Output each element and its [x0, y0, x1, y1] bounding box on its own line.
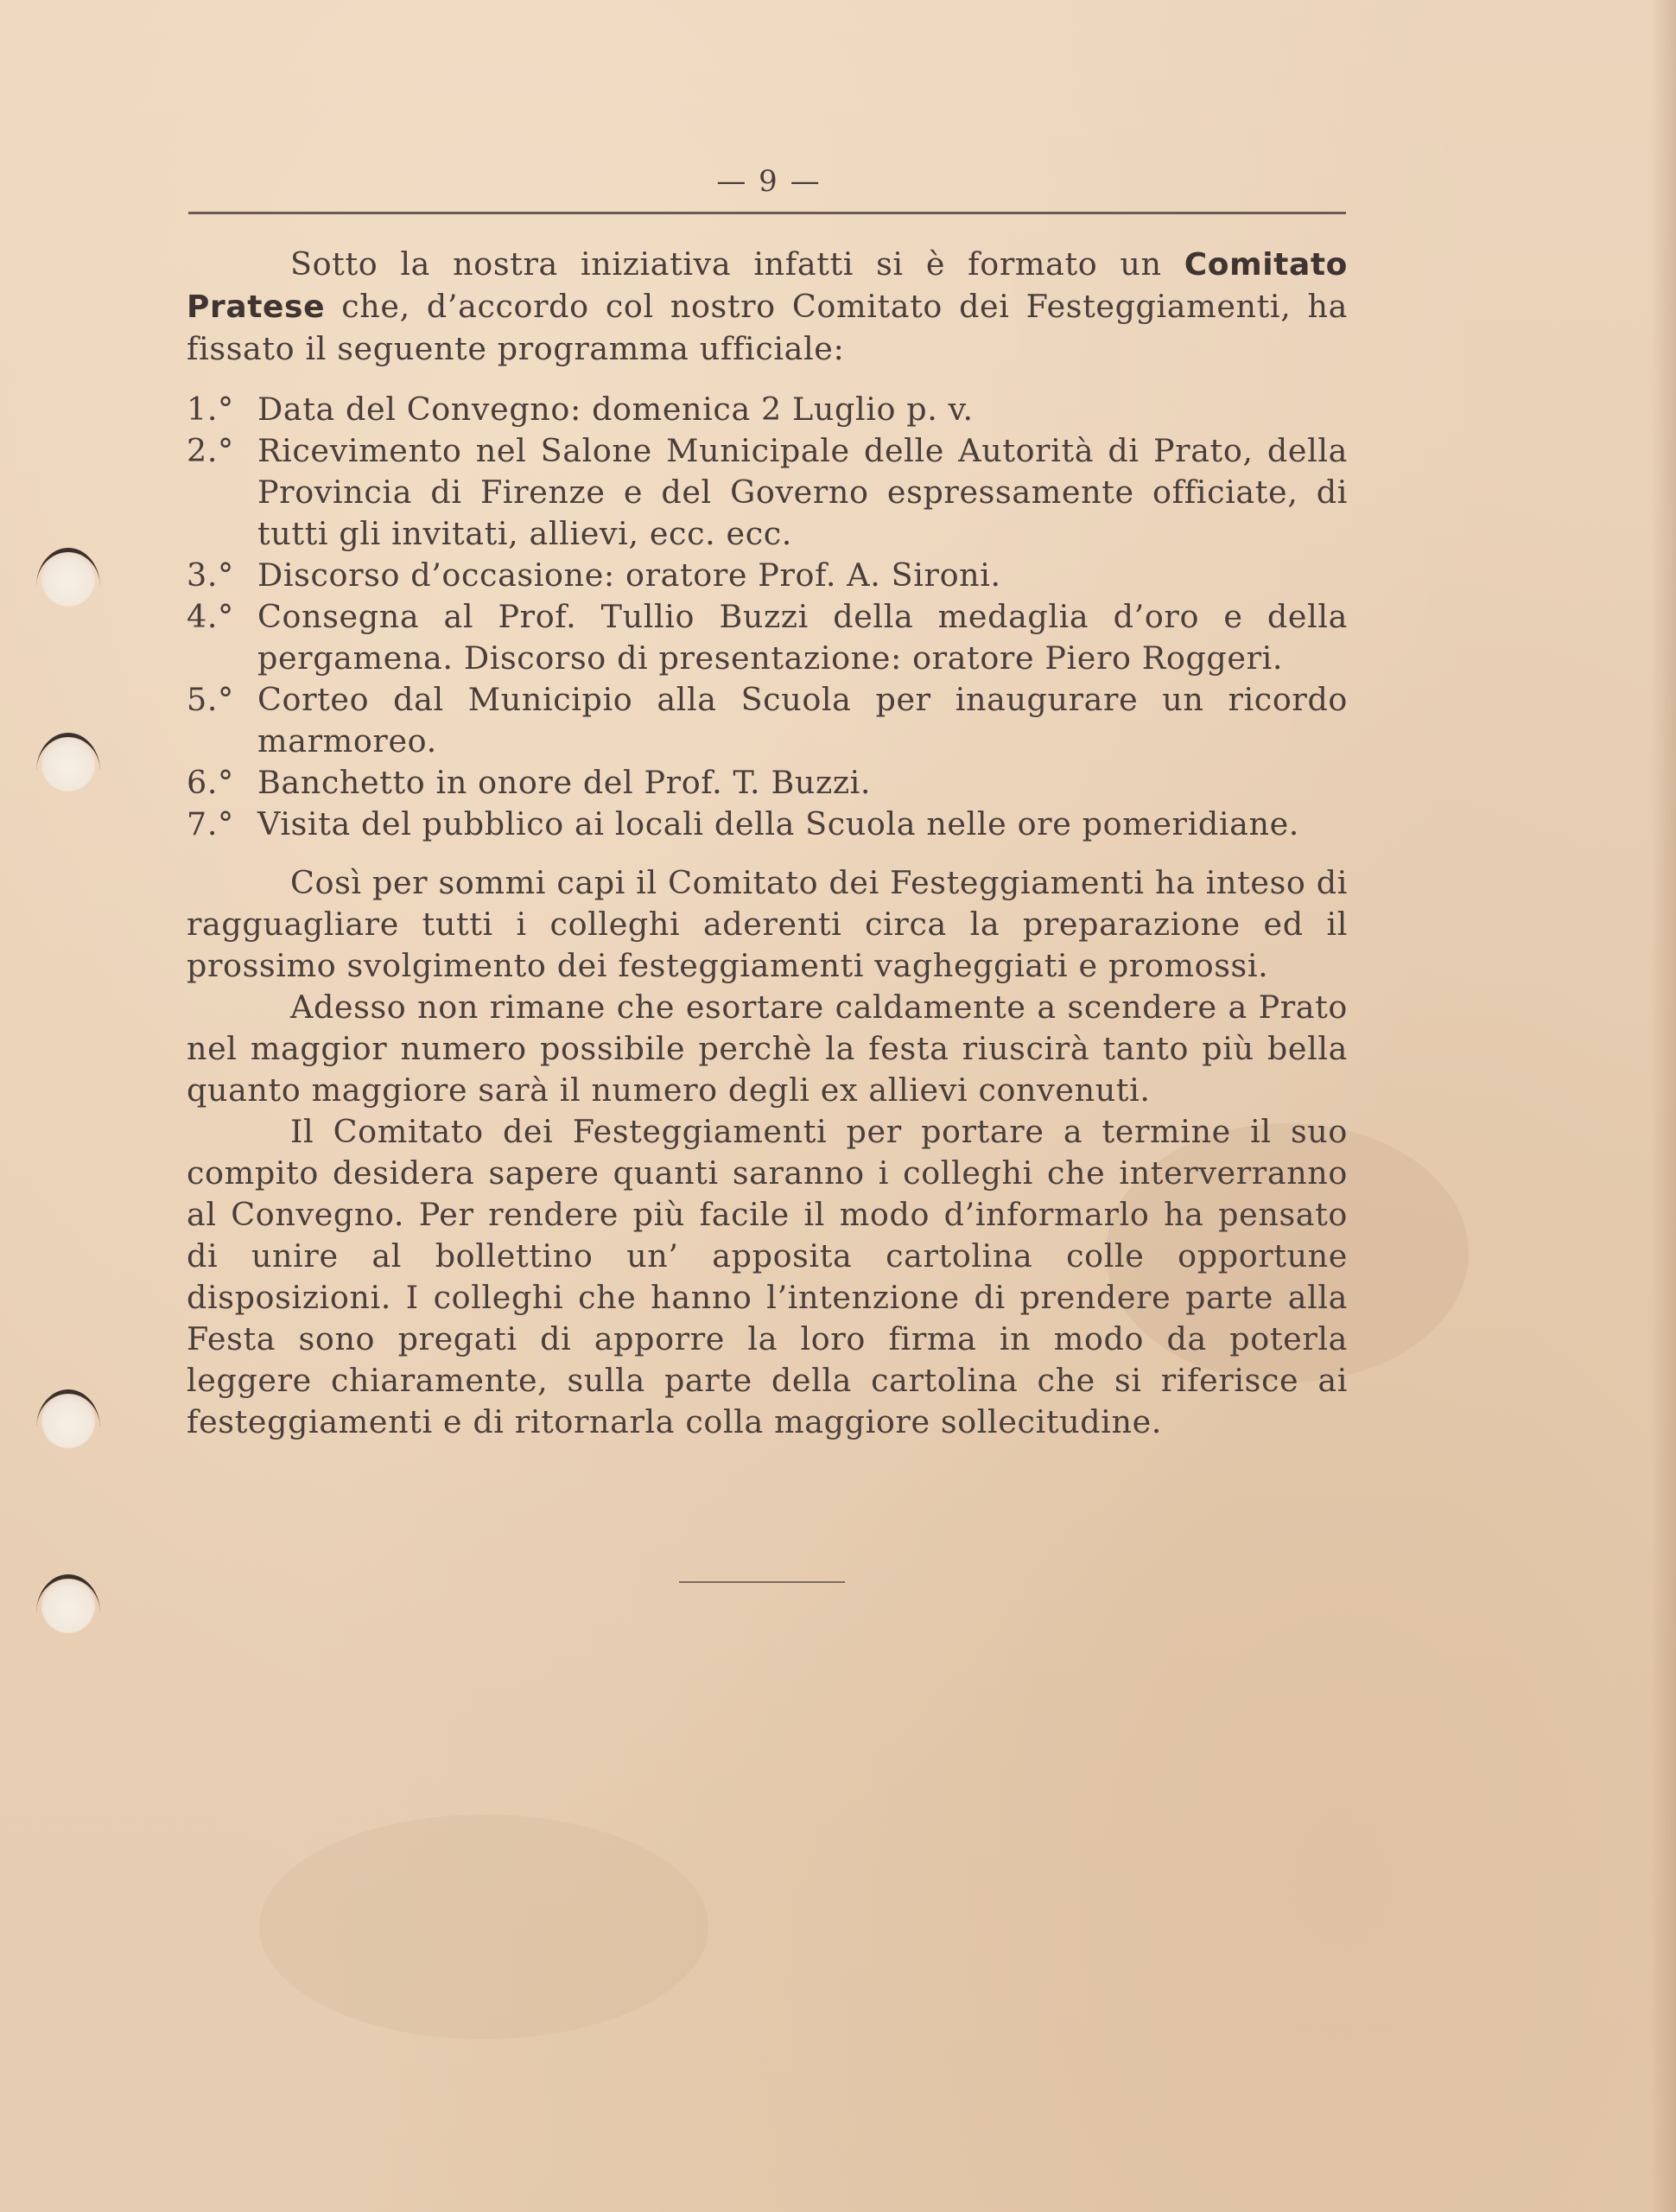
punch-hole [41, 1580, 95, 1633]
program-item-text: Data del Convegno: domenica 2 Luglio p. v. [257, 391, 974, 428]
program-item-number: 2.° [187, 432, 234, 469]
punch-hole [41, 1395, 95, 1448]
program-item-text: Discorso d’occasione: oratore Prof. A. Sironi. [257, 556, 1001, 594]
page-number: — 9 — [716, 164, 822, 199]
comitato-pratese-emphasis: Comitato Pratese [187, 247, 1348, 325]
program-item-number: 5.° [187, 681, 234, 718]
program-item-text: Ricevimento nel Salone Municipale delle Autorità di Prato, della Provincia di Firenze e del Governo espressamente officiate, di tutti gli invitati, allievi, ecc. ecc. [257, 432, 1348, 552]
punch-hole [41, 738, 95, 791]
program-item [187, 389, 1348, 430]
program-item [187, 555, 1348, 596]
program-item-text: Banchetto in onore del Prof. T. Buzzi. [257, 764, 872, 801]
punch-hole [41, 553, 95, 607]
paper-edge-shadow [1650, 0, 1676, 2212]
program-item-number: 7.° [187, 805, 234, 842]
program-list [187, 389, 1348, 845]
program-item [187, 679, 1348, 762]
header-rule [188, 212, 1346, 214]
program-item-number: 6.° [187, 764, 234, 801]
body-text [187, 244, 1348, 1443]
program-item-number: 3.° [187, 556, 234, 594]
program-item-text: Visita del pubblico ai locali della Scuola nelle ore pomeridiane. [257, 805, 1299, 842]
program-item [187, 430, 1348, 555]
intro-text-after: che, d’accordo col nostro Comitato dei Festeggiamenti, ha fissato il seguente programma ufficiale: [187, 288, 1348, 367]
section-separator [679, 1581, 845, 1583]
program-item [187, 596, 1348, 679]
paragraph-rsvp: Il Comitato dei Festeggiamenti per portare a termine il suo compito desidera sapere quanti saranno i colleghi che interverranno al Convegno. Per rendere più facile il modo d’informarlo ha pensato di unire al bollettino un’ apposita cartolina colle opportune disposizioni. I colleghi che hanno l’intenzione di prendere parte alla Festa sono pregati di apporre la loro firma in modo da poterla leggere chiaramente, sulla parte della cartolina che si riferisce ai festeggiamenti e di ritornarla colla maggiore sollecitudine. [187, 1113, 1348, 1440]
paragraph-summary: Così per sommi capi il Comitato dei Festeggiamenti ha inteso di ragguagliare tutti i colleghi aderenti circa la preparazione ed il prossimo svolgimento dei festeggiamenti vagheggiati e promossi. [187, 864, 1348, 984]
paragraph-exhortation: Adesso non rimane che esortare caldamente a scendere a Prato nel maggior numero possibile perchè la festa riuscirà tanto più bella quanto maggiore sarà il numero degli ex allievi convenuti. [187, 988, 1348, 1109]
intro-text-before: Sotto la nostra iniziativa infatti si è formato un [290, 245, 1184, 283]
paper-stain [259, 1815, 708, 2039]
program-item [187, 804, 1348, 845]
program-item-text: Corteo dal Municipio alla Scuola per inaugurare un ricordo marmoreo. [257, 681, 1348, 760]
program-item-number: 4.° [187, 598, 234, 635]
program-item-text: Consegna al Prof. Tullio Buzzi della medaglia d’oro e della pergamena. Discorso di presentazione: oratore Piero Roggeri. [257, 598, 1348, 677]
program-item-number: 1.° [187, 391, 234, 428]
paragraph-intro [187, 244, 1348, 370]
program-item [187, 762, 1348, 804]
